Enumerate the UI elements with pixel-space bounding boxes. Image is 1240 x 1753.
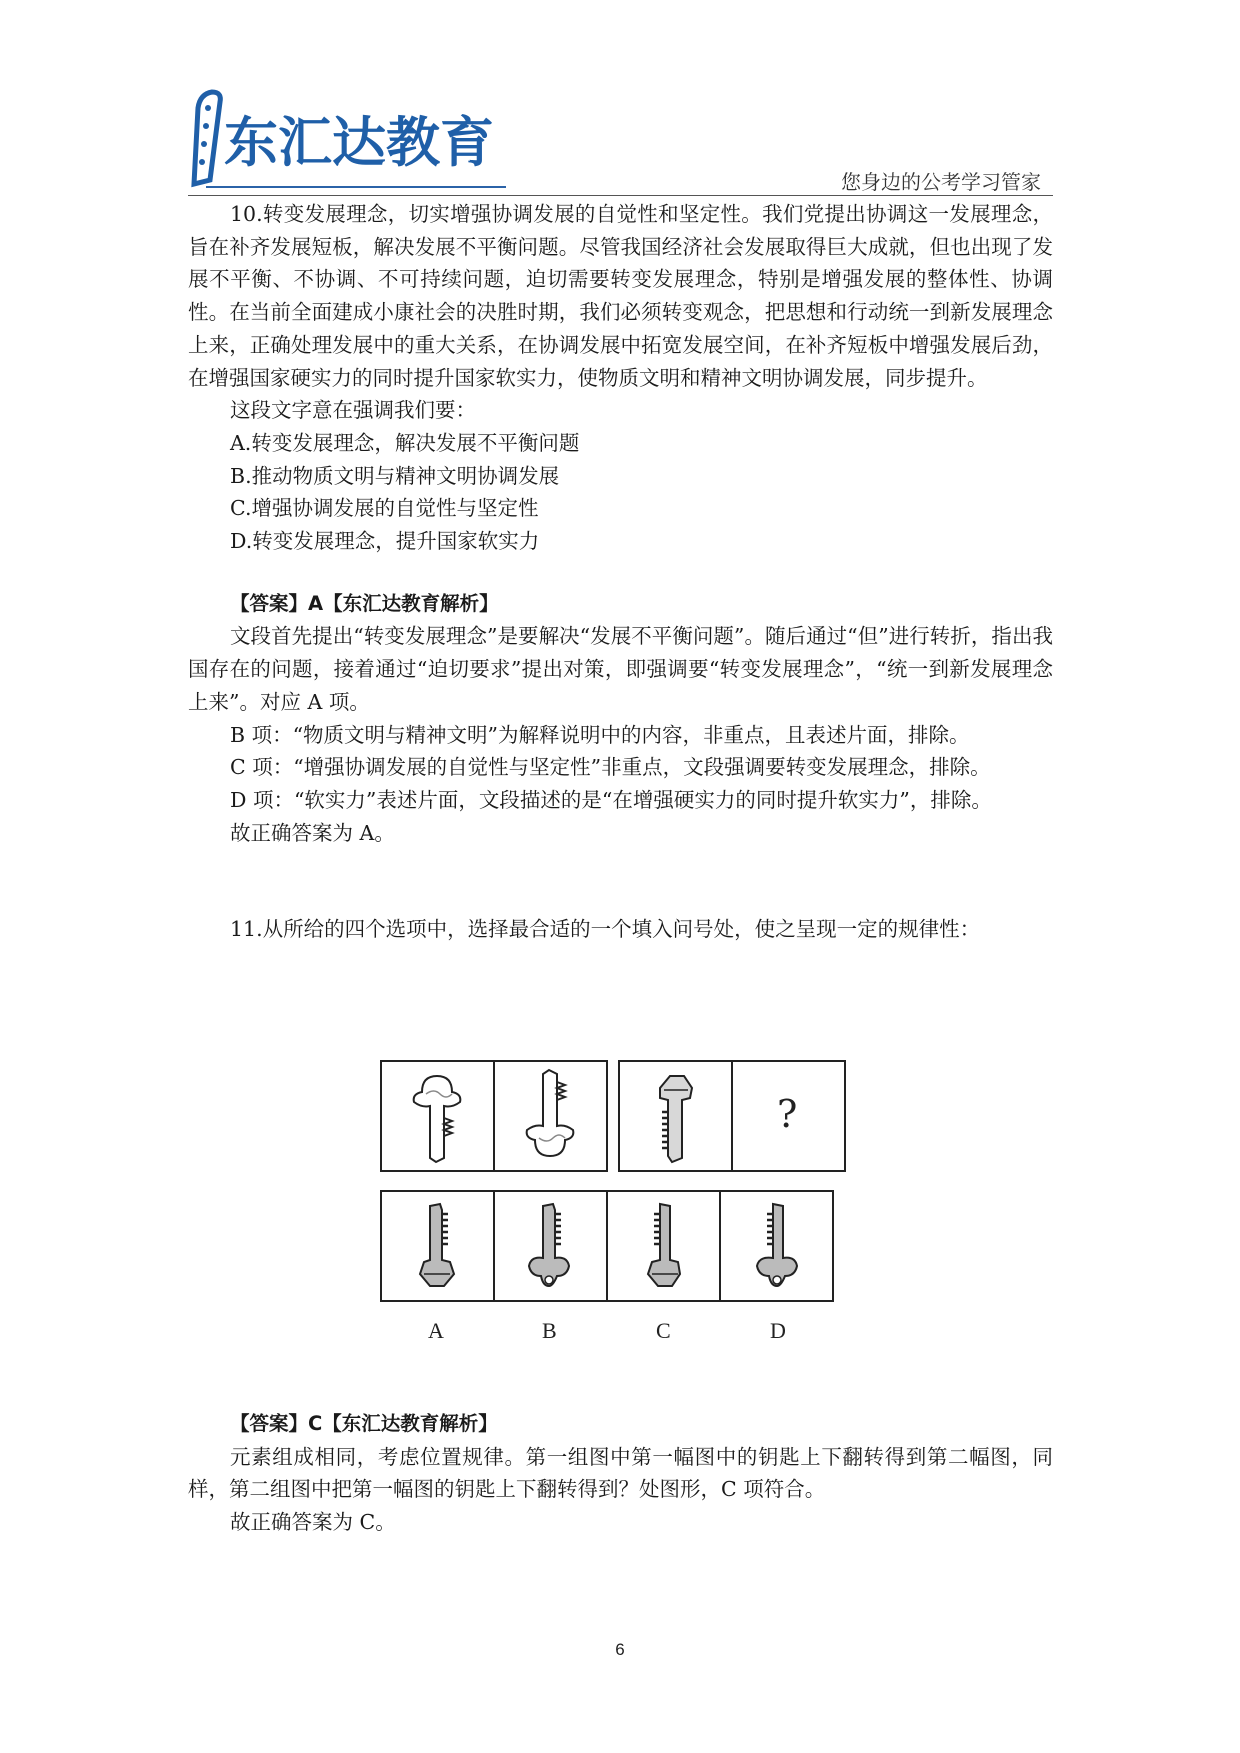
q11-analysis-main: 元素组成相同，考虑位置规律。第一组图中第一幅图中的钥匙上下翻转得到第二幅图，同样，第二组图中把第一幅图的钥匙上下翻转得到？处图形，C 项符合。	[188, 1444, 1053, 1502]
brand-logo	[188, 88, 508, 188]
q11-question: 11.从所给的四个选项中，选择最合适的一个填入问号处，使之呈现一定的规律性：	[230, 917, 981, 942]
question-mark: ?	[777, 1092, 798, 1136]
group2-cell-1	[618, 1060, 733, 1172]
key-icon	[382, 1062, 493, 1170]
q10-option-d: D.转变发展理念，提升国家软实力	[230, 529, 540, 554]
q10-paragraph: 10.转变发展理念，切实增强协调发展的自觉性和坚定性。我们党提出协调这一发展理念，旨在补齐发展短板，解决发展不平衡问题。尽管我国经济社会发展取得巨大成就，但也出现了发展不平衡、不协调、不可持续问题，迫切需要转变发展理念，特别是增强发展的整体性、协调性。在当前全面建成小康社会的决胜时期，我们必须转变观念，把思想和行动统一到新发展理念上来，正确处理发展中的重大关系，在协调发展中拓宽发展空间，在补齐短板中增强发展后劲，在增强国家硬实力的同时提升国家软实力，使物质文明和精神文明协调发展，同步提升。	[188, 202, 1053, 390]
key-flipped-icon	[495, 1062, 606, 1170]
key-option-b-icon	[495, 1192, 606, 1300]
q11-conclusion: 故正确答案为 C。	[230, 1510, 396, 1535]
group1-cell-1	[380, 1060, 495, 1172]
q10-conclusion: 故正确答案为 A。	[230, 820, 395, 845]
group2-cell-question	[731, 1060, 846, 1172]
key-option-c-icon	[608, 1192, 719, 1300]
pen-icon	[188, 88, 228, 188]
logo-underline	[206, 186, 506, 188]
option-b-cell[interactable]	[493, 1190, 608, 1302]
option-a-cell[interactable]	[380, 1190, 495, 1302]
option-label-d: D	[770, 1318, 786, 1343]
option-d-cell[interactable]	[719, 1190, 834, 1302]
option-label-a: A	[428, 1318, 444, 1343]
option-label-c: C	[656, 1318, 671, 1343]
key-icon	[620, 1062, 731, 1170]
q10-option-a: A.转变发展理念，解决发展不平衡问题	[230, 430, 580, 455]
q10-analysis-d: D 项：“软实力”表述片面，文段描述的是“在增强硬实力的同时提升软实力”，排除。	[230, 787, 992, 812]
key-option-a-icon	[382, 1192, 493, 1300]
header-divider	[188, 195, 1053, 196]
q11-answer-block	[188, 1408, 1053, 1539]
q10-question: 这段文字意在强调我们要：	[230, 398, 476, 423]
logo-text: 东汇达教育	[224, 111, 494, 174]
q10-option-b: B.推动物质文明与精神文明协调发展	[230, 463, 560, 488]
q10-analysis-b: B 项：“物质文明与精神文明”为解释说明中的内容，非重点，且表述片面，排除。	[230, 722, 970, 747]
option-label-b: B	[542, 1318, 557, 1343]
q10-analysis-main: 文段首先提出“转变发展理念”是要解决“发展不平衡问题”。随后通过“但”进行转折，指出我国存在的问题，接着通过“迫切要求”提出对策，即强调要“转变发展理念”，“统一到新发展理念上来”。对应 A 项。	[188, 624, 1053, 714]
q11-figure	[380, 1060, 860, 1360]
page-content	[188, 198, 1053, 946]
q10-analysis-c: C 项：“增强协调发展的自觉性与坚定性”非重点，文段强调要转变发展理念，排除。	[230, 755, 991, 780]
group1-cell-2	[493, 1060, 608, 1172]
option-c-cell[interactable]	[606, 1190, 721, 1302]
q11-answer-heading: 【答案】C【东汇达教育解析】	[230, 1412, 498, 1435]
page-number: 6	[615, 1640, 625, 1659]
q10-option-c: C.增强协调发展的自觉性与坚定性	[230, 496, 539, 521]
key-option-d-icon	[721, 1192, 832, 1300]
q10-answer-heading: 【答案】A【东汇达教育解析】	[230, 591, 499, 615]
header-tagline: 您身边的公考学习管家	[841, 170, 1041, 194]
